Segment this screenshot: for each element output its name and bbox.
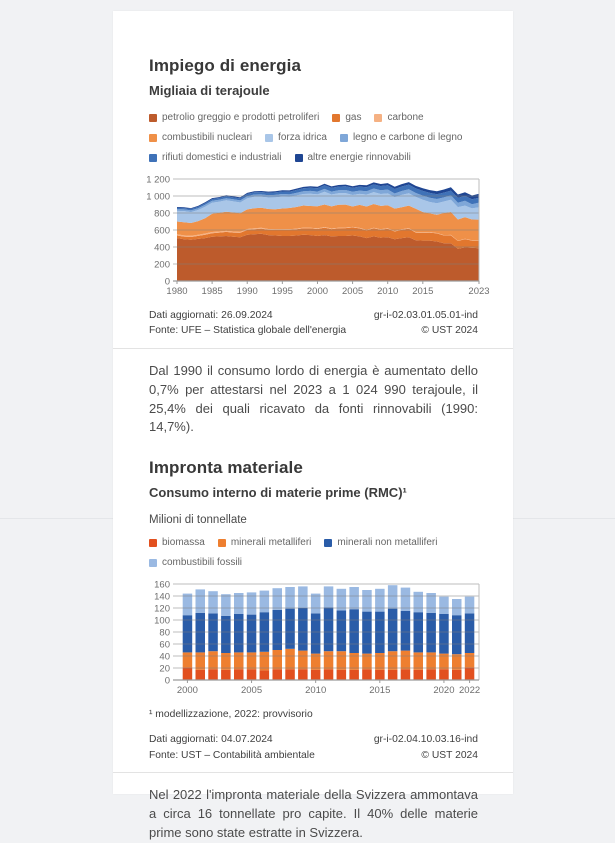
energy-area-chart — [146, 171, 490, 297]
legend-item — [149, 132, 252, 143]
x-tick-label: 2010 — [377, 286, 399, 297]
x-tick-label: 2020 — [433, 685, 455, 697]
legend-swatch-icon — [332, 114, 340, 122]
y-tick-label: 120 — [154, 603, 170, 615]
energy-paragraph: Dal 1990 il consumo lordo di energia è aumentato dello 0,7% per attestarsi nel 2023 a 1 024 990 terajoule, il 25,4% dei quali ricavato da fonti rinnovabili (1990: 14,7%). — [149, 362, 478, 435]
y-tick-label: 140 — [154, 591, 170, 603]
bar-segment — [260, 671, 270, 681]
bar-segment — [401, 651, 411, 670]
bar-segment — [285, 609, 295, 649]
bar-segment — [452, 599, 462, 615]
bar-segment — [298, 651, 308, 670]
energy-copyright: © UST 2024 — [421, 325, 478, 337]
bar-segment — [349, 670, 359, 680]
bar-segment — [234, 669, 244, 680]
content-card — [113, 11, 513, 840]
bar-segment — [311, 594, 321, 614]
x-tick-label: 2022 — [459, 685, 481, 697]
legend-label: minerali non metalliferi — [337, 537, 438, 549]
bar-segment — [388, 609, 398, 652]
legend-swatch-icon — [149, 154, 157, 162]
x-tick-label: 2000 — [176, 685, 198, 697]
bar-segment — [208, 669, 218, 680]
bar-segment — [324, 669, 334, 680]
bar-segment — [311, 670, 321, 680]
bar-segment — [349, 587, 359, 609]
bar-segment — [426, 653, 436, 670]
x-tick-label: 2015 — [369, 685, 391, 697]
bar-segment — [465, 597, 475, 614]
legend-item — [295, 152, 411, 163]
bar-segment — [298, 587, 308, 609]
material-legend — [149, 537, 478, 568]
material-paragraph: Nel 2022 l'impronta materiale della Svizzera ammontava a circa 16 tonnellate pro capite. Il 40% delle materie prime sono state estratte in Svizzera. — [149, 787, 478, 840]
bar-segment — [196, 653, 206, 670]
legend-item — [218, 537, 312, 548]
bar-segment — [414, 653, 424, 670]
bar-segment — [324, 651, 334, 669]
y-tick-label: 600 — [154, 225, 170, 237]
material-chart-code: gr-i-02.04.10.03.16-ind — [373, 734, 478, 746]
y-tick-label: 1 000 — [146, 191, 170, 203]
bar-segment — [401, 669, 411, 680]
legend-label: petrolio greggio e prodotti petroliferi — [162, 112, 320, 123]
bar-segment — [465, 668, 475, 681]
material-title: Impronta materiale — [149, 458, 303, 478]
y-tick-label: 20 — [159, 663, 170, 675]
legend-swatch-icon — [149, 134, 157, 142]
bar-segment — [414, 670, 424, 680]
bar-segment — [465, 653, 475, 667]
y-tick-label: 80 — [159, 627, 170, 639]
legend-item — [340, 132, 463, 143]
bar-segment — [298, 669, 308, 680]
legend-swatch-icon — [218, 539, 226, 547]
legend-item — [149, 537, 205, 548]
bar-segment — [273, 650, 283, 669]
x-tick-label: 2000 — [306, 286, 329, 297]
y-tick-label: 60 — [159, 639, 170, 651]
bar-segment — [273, 588, 283, 610]
y-tick-label: 1 200 — [146, 174, 170, 186]
bar-segment — [208, 591, 218, 613]
x-tick-label: 1995 — [271, 286, 293, 297]
bar-segment — [247, 653, 256, 670]
bar-segment — [208, 651, 218, 669]
bar-segment — [183, 615, 193, 652]
legend-label: forza idrica — [278, 132, 327, 143]
y-tick-label: 0 — [164, 675, 170, 687]
legend-label: combustibili nucleari — [162, 132, 253, 143]
x-tick-label: 2015 — [412, 286, 434, 297]
energy-source: Fonte: UFE – Statistica globale dell'energia — [149, 325, 347, 337]
material-unit: Milioni di tonnellate — [149, 514, 247, 527]
legend-swatch-icon — [265, 134, 273, 142]
y-tick-label: 200 — [154, 259, 170, 271]
bar-segment — [324, 608, 334, 652]
material-updated: Dati aggiornati: 04.07.2024 — [149, 734, 273, 746]
energy-subtitle: Migliaia di terajoule — [149, 83, 270, 98]
legend-label: biomassa — [162, 537, 205, 549]
bar-segment — [452, 670, 462, 680]
material-source: Fonte: UST – Contabilità ambientale — [149, 749, 315, 761]
y-tick-label: 40 — [159, 651, 170, 663]
bar-segment — [221, 616, 231, 653]
bar-segment — [426, 669, 436, 680]
bar-segment — [285, 587, 295, 609]
material-copyright: © UST 2024 — [421, 749, 478, 761]
bar-segment — [465, 614, 475, 654]
x-tick-label: 2010 — [305, 685, 327, 697]
x-tick-label: 1990 — [236, 286, 258, 297]
bar-segment — [452, 615, 462, 654]
bar-segment — [452, 654, 462, 670]
material-subtitle: Consumo interno di materie prime (RMC)¹ — [149, 485, 407, 501]
bar-segment — [362, 612, 372, 654]
x-tick-label: 1985 — [201, 286, 223, 297]
section-divider — [113, 348, 513, 349]
energy-chart-code: gr-i-02.03.01.05.01-ind — [373, 310, 478, 321]
legend-label: minerali metalliferi — [230, 537, 312, 549]
x-tick-label: 1980 — [166, 286, 188, 297]
legend-swatch-icon — [149, 539, 157, 547]
legend-swatch-icon — [324, 539, 332, 547]
bar-segment — [247, 669, 256, 680]
x-tick-label: 2005 — [240, 685, 263, 697]
legend-swatch-icon — [295, 154, 303, 162]
bar-segment — [439, 669, 449, 680]
x-tick-label: 2005 — [342, 286, 364, 297]
section-divider — [113, 772, 513, 773]
bar-segment — [401, 588, 411, 611]
bar-segment — [196, 613, 206, 653]
bar-segment — [375, 670, 385, 680]
bar-segment — [324, 587, 334, 608]
bar-segment — [311, 614, 321, 654]
y-tick-label: 800 — [154, 208, 170, 220]
y-tick-label: 100 — [154, 615, 170, 627]
legend-item — [324, 537, 437, 548]
legend-item — [265, 132, 327, 143]
bar-segment — [349, 609, 359, 653]
bar-segment — [183, 668, 193, 681]
legend-label: rifiuti domestici e industriali — [162, 152, 282, 163]
bar-segment — [183, 653, 193, 668]
bar-segment — [221, 594, 231, 616]
legend-swatch-icon — [149, 114, 157, 122]
bar-segment — [426, 613, 436, 653]
bar-segment — [337, 611, 347, 652]
y-tick-label: 160 — [154, 579, 170, 591]
legend-label: altre energie rinnovabili — [307, 152, 411, 163]
legend-swatch-icon — [149, 559, 157, 567]
legend-item — [149, 152, 282, 163]
bar-segment — [414, 592, 424, 612]
bar-segment — [285, 669, 295, 680]
bar-segment — [221, 670, 231, 680]
legend-swatch-icon — [374, 114, 382, 122]
material-meta — [149, 732, 478, 763]
bar-segment — [337, 670, 347, 680]
bar-segment — [196, 670, 206, 680]
bar-segment — [337, 651, 347, 670]
bar-segment — [273, 669, 283, 680]
bar-segment — [401, 611, 411, 651]
legend-label: combustibili fossili — [162, 557, 243, 569]
bar-segment — [388, 585, 398, 608]
legend-item — [332, 112, 361, 123]
bar-segment — [337, 589, 347, 611]
bar-segment — [234, 653, 244, 670]
material-bar-chart — [149, 576, 479, 696]
bar-segment — [388, 670, 398, 680]
legend-label: gas — [345, 112, 362, 123]
bar-segment — [183, 594, 193, 616]
bar-segment — [362, 669, 372, 680]
material-footnote: ¹ modellizzazione, 2022: provvisorio — [149, 709, 313, 721]
y-tick-label: 400 — [154, 242, 170, 254]
x-tick-label: 2023 — [468, 286, 490, 297]
energy-meta — [149, 308, 478, 339]
legend-swatch-icon — [340, 134, 348, 142]
legend-item — [374, 112, 423, 123]
energy-legend — [149, 112, 478, 163]
bar-segment — [388, 651, 398, 670]
y-tick-label: 0 — [164, 276, 170, 288]
energy-updated: Dati aggiornati: 26.09.2024 — [149, 310, 273, 321]
bar-segment — [196, 590, 206, 613]
energy-title: Impiego di energia — [149, 56, 301, 75]
bar-segment — [260, 591, 270, 613]
bar-segment — [285, 649, 295, 669]
legend-label: carbone — [387, 112, 424, 123]
legend-label: legno e carbone di legno — [352, 132, 463, 143]
legend-item — [149, 557, 242, 568]
legend-item — [149, 112, 319, 123]
bar-segment — [439, 597, 449, 614]
